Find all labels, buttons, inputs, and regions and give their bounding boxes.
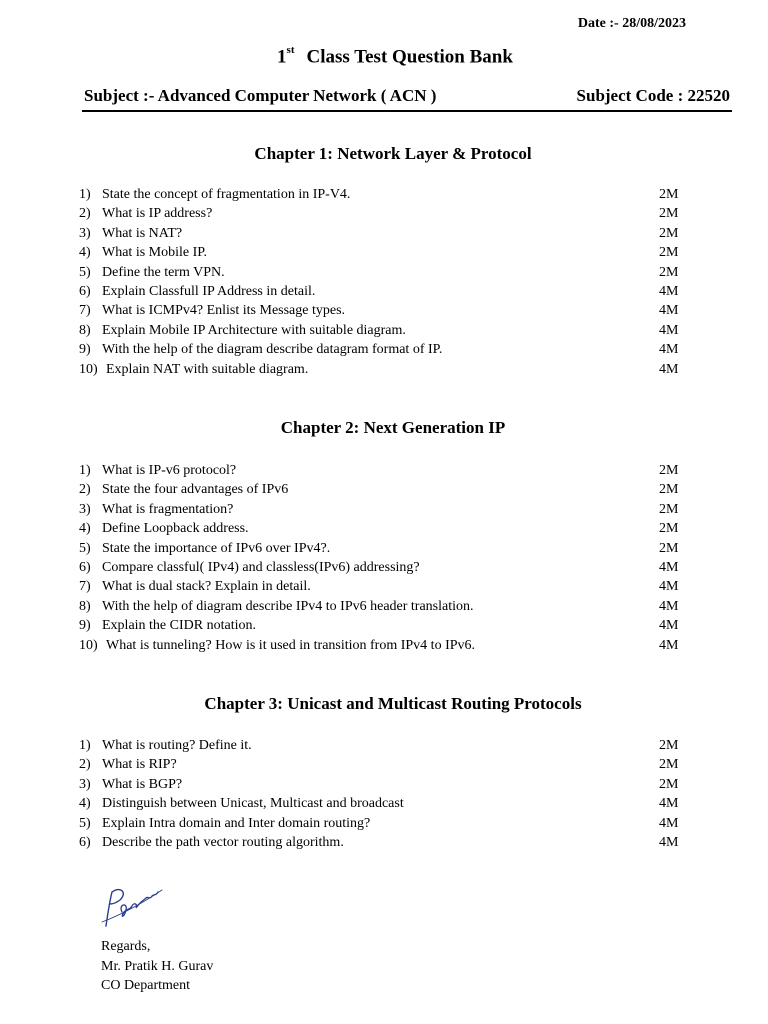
chapter-1-question-list xyxy=(79,185,689,379)
question-row xyxy=(79,539,689,558)
question-number: 3) xyxy=(79,501,91,517)
question-number: 9) xyxy=(79,618,91,634)
question-marks: 2M xyxy=(659,264,679,280)
question-text: What is Mobile IP. xyxy=(102,245,207,261)
title-ordinal-suffix: st xyxy=(286,44,295,56)
question-number: 4) xyxy=(79,245,91,261)
signature-image xyxy=(98,882,168,934)
question-row xyxy=(79,558,689,577)
question-marks: 2M xyxy=(659,501,679,517)
header-divider xyxy=(82,110,732,112)
question-number: 1) xyxy=(79,738,91,753)
question-number: 10) xyxy=(79,637,98,653)
question-row xyxy=(79,301,689,320)
question-marks: 4M xyxy=(659,342,679,358)
question-text: Describe the path vector routing algorithm. xyxy=(102,834,344,850)
question-text: State the concept of fragmentation in IP-V4. xyxy=(102,187,351,202)
question-text: What is IP-v6 protocol? xyxy=(102,463,237,478)
question-row xyxy=(79,360,689,379)
question-row xyxy=(79,282,689,301)
question-marks: 4M xyxy=(659,283,679,299)
question-text: Explain NAT with suitable diagram. xyxy=(106,361,309,377)
question-text: What is tunneling? How is it used in transition from IPv4 to IPv6. xyxy=(106,637,476,653)
question-number: 6) xyxy=(79,283,91,299)
document-date: Date :- 28/08/2023 xyxy=(577,16,686,31)
question-text: What is BGP? xyxy=(102,776,183,792)
question-row xyxy=(79,185,689,204)
question-text: Define the term VPN. xyxy=(102,264,225,280)
author-department: CO Department xyxy=(101,978,191,993)
question-text: What is dual stack? Explain in detail. xyxy=(102,579,311,595)
question-row xyxy=(79,597,689,616)
question-row xyxy=(79,736,689,755)
question-row xyxy=(79,224,689,243)
subject-code: Subject Code : 22520 xyxy=(576,86,730,105)
question-number: 7) xyxy=(79,579,91,595)
question-row xyxy=(79,794,689,813)
question-number: 5) xyxy=(79,264,91,280)
question-marks: 4M xyxy=(659,637,679,653)
question-row xyxy=(79,636,689,655)
regards-text: Regards, xyxy=(101,939,151,954)
title-text: Class Test Question Bank xyxy=(306,46,513,68)
question-text: What is NAT? xyxy=(102,225,183,241)
question-marks: 2M xyxy=(659,482,679,498)
question-text: Explain the CIDR notation. xyxy=(102,618,256,634)
question-number: 9) xyxy=(79,342,91,358)
document-title xyxy=(0,46,768,68)
question-number: 6) xyxy=(79,834,91,850)
question-marks: 4M xyxy=(659,796,679,812)
signature-block xyxy=(101,937,213,996)
question-number: 4) xyxy=(79,521,91,537)
question-marks: 2M xyxy=(659,776,679,792)
question-row xyxy=(79,577,689,596)
question-marks: 4M xyxy=(659,598,679,614)
question-text: Explain Intra domain and Inter domain routing? xyxy=(102,815,371,831)
question-number: 6) xyxy=(79,559,91,575)
question-text: State the importance of IPv6 over IPv4?. xyxy=(102,540,331,556)
question-text: Define Loopback address. xyxy=(102,521,249,537)
chapter-3-question-list xyxy=(79,736,689,852)
question-number: 7) xyxy=(79,303,91,319)
question-row xyxy=(79,616,689,635)
question-number: 8) xyxy=(79,598,91,614)
question-row xyxy=(79,263,689,282)
question-text: Explain Mobile IP Architecture with suitable diagram. xyxy=(102,322,406,338)
question-row xyxy=(79,833,689,852)
question-marks: 4M xyxy=(659,618,679,634)
question-text: What is IP address? xyxy=(102,206,213,222)
question-number: 1) xyxy=(79,463,91,478)
question-marks: 2M xyxy=(659,738,679,753)
question-text: With the help of diagram describe IPv4 to IPv6 header translation. xyxy=(102,598,474,614)
question-marks: 4M xyxy=(659,579,679,595)
question-marks: 2M xyxy=(659,187,679,202)
question-number: 2) xyxy=(79,482,91,498)
question-text: What is fragmentation? xyxy=(102,501,234,517)
chapter-1-title: Chapter 1: Network Layer & Protocol xyxy=(254,144,532,163)
question-row xyxy=(79,775,689,794)
question-row xyxy=(79,340,689,359)
question-marks: 2M xyxy=(659,757,679,773)
question-number: 10) xyxy=(79,361,98,377)
question-row xyxy=(79,243,689,262)
question-text: What is RIP? xyxy=(102,757,177,773)
question-marks: 4M xyxy=(659,361,679,377)
question-number: 5) xyxy=(79,815,91,831)
question-row xyxy=(79,204,689,223)
question-number: 4) xyxy=(79,796,91,812)
author-name: Mr. Pratik H. Gurav xyxy=(101,958,214,974)
question-number: 5) xyxy=(79,540,91,556)
question-text: What is routing? Define it. xyxy=(102,738,252,753)
question-number: 3) xyxy=(79,776,91,792)
question-text: Distinguish between Unicast, Multicast and broadcast xyxy=(102,796,404,812)
question-marks: 4M xyxy=(659,559,679,575)
question-marks: 2M xyxy=(659,540,679,556)
subject-name: Subject :- Advanced Computer Network ( ACN ) xyxy=(84,86,437,105)
question-row xyxy=(79,500,689,519)
question-number: 3) xyxy=(79,225,91,241)
question-row xyxy=(79,755,689,774)
question-marks: 2M xyxy=(659,245,679,261)
question-text: Compare classful( IPv4) and classless(IPv6) addressing? xyxy=(102,559,420,575)
question-number: 8) xyxy=(79,322,91,338)
question-row xyxy=(79,814,689,833)
chapter-2-question-list xyxy=(79,461,689,655)
title-ordinal-number: 1 xyxy=(277,46,287,68)
question-row xyxy=(79,461,689,480)
question-marks: 2M xyxy=(659,463,679,478)
question-number: 2) xyxy=(79,757,91,773)
question-row xyxy=(79,519,689,538)
question-row xyxy=(79,480,689,499)
question-marks: 2M xyxy=(659,225,679,241)
question-marks: 2M xyxy=(659,206,679,222)
question-marks: 2M xyxy=(659,521,679,537)
question-text: State the four advantages of IPv6 xyxy=(102,482,289,498)
question-marks: 4M xyxy=(659,834,679,850)
question-text: What is ICMPv4? Enlist its Message types. xyxy=(102,303,346,319)
question-number: 2) xyxy=(79,206,91,222)
question-marks: 4M xyxy=(659,815,679,831)
question-marks: 4M xyxy=(659,322,679,338)
chapter-3-title: Chapter 3: Unicast and Multicast Routing Protocols xyxy=(204,694,582,713)
question-row xyxy=(79,321,689,340)
chapter-2-title: Chapter 2: Next Generation IP xyxy=(280,418,506,437)
question-text: Explain Classfull IP Address in detail. xyxy=(102,283,316,299)
question-marks: 4M xyxy=(659,303,679,319)
question-number: 1) xyxy=(79,187,91,202)
question-text: With the help of the diagram describe datagram format of IP. xyxy=(102,342,443,358)
